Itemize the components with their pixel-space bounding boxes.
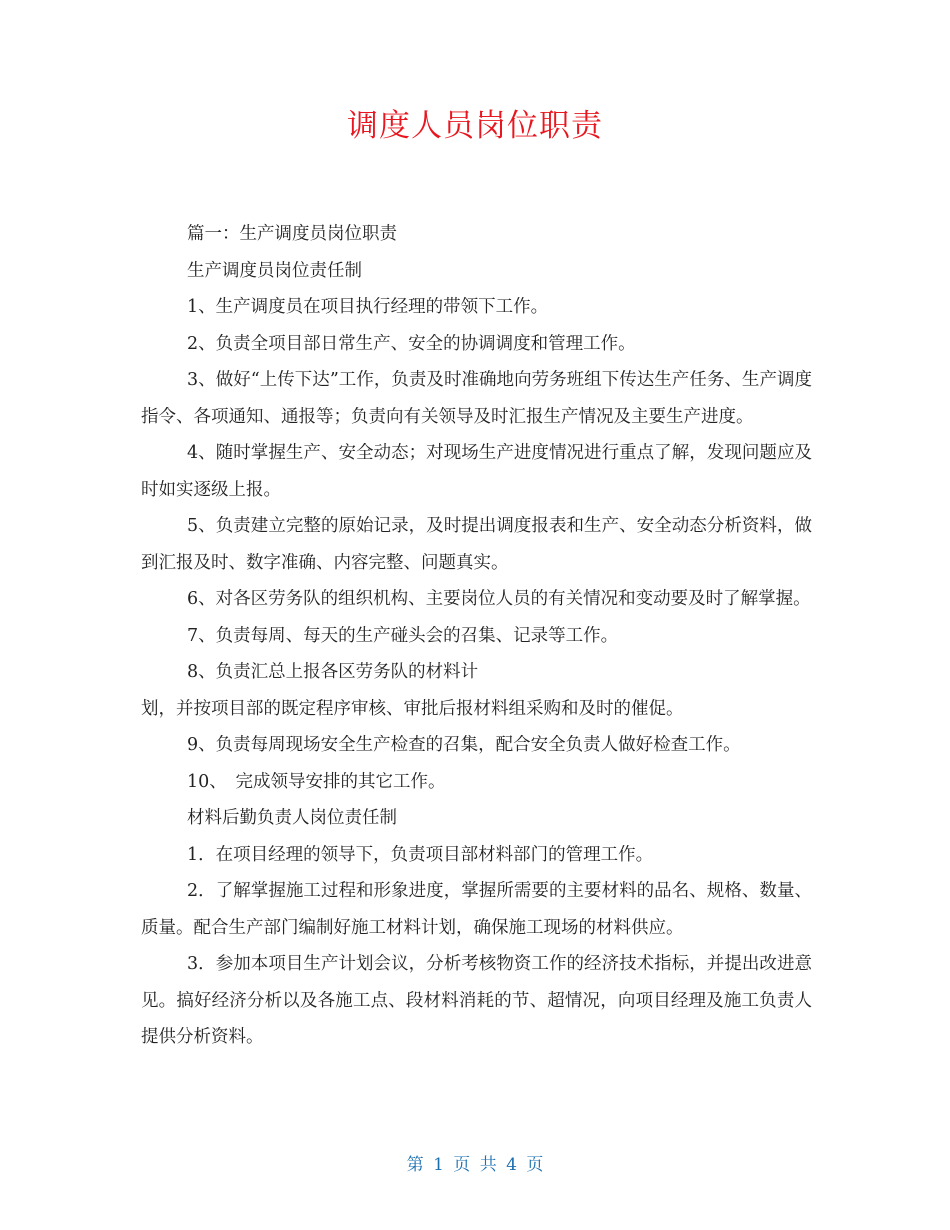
document-body xyxy=(141,216,812,1056)
paragraph: 1、生产调度员在项目执行经理的带领下工作。 xyxy=(187,297,549,317)
paragraph: 5、负责建立完整的原始记录，及时提出调度报表和生产、安全动态分析资料，做到汇报及时、数字准确、内容完整、问题真实。 xyxy=(141,516,812,573)
paragraph: 2、负责全项目部日常生产、安全的协调调度和管理工作。 xyxy=(187,333,636,354)
paragraph: 10、 完成领导安排的其它工作。 xyxy=(187,771,446,792)
paragraph: 4、随时掌握生产、安全动态；对现场生产进度情况进行重点了解，发现问题应及时如实逐级上报。 xyxy=(141,443,812,500)
paragraph: 划，并按项目部的既定程序审核、审批后报材料组采购和及时的催促。 xyxy=(141,698,684,719)
paragraph: 材料后勤负责人岗位责任制 xyxy=(187,808,397,828)
paragraph: 篇一：生产调度员岗位职责 xyxy=(187,224,397,244)
document-title: 调度人员岗位职责 xyxy=(347,108,603,144)
paragraph: 生产调度员岗位责任制 xyxy=(187,260,362,281)
paragraph: 8、负责汇总上报各区劳务队的材料计 xyxy=(187,662,479,682)
paragraph: 1．在项目经理的领导下，负责项目部材料部门的管理工作。 xyxy=(187,844,654,865)
paragraph: 3．参加本项目生产计划会议，分析考核物资工作的经济技术指标，并提出改进意见。搞好经济分析以及各施工点、段材料消耗的节、超情况，向项目经理及施工负责人提供分析资料。 xyxy=(141,954,812,1047)
paragraph: 7、负责每周、每天的生产碰头会的召集、记录等工作。 xyxy=(187,625,619,646)
page-footer: 第 1 页 共 4 页 xyxy=(406,1155,544,1175)
paragraph: 6、对各区劳务队的组织机构、主要岗位人员的有关情况和变动要及时了解掌握。 xyxy=(187,589,811,609)
paragraph: 2．了解掌握施工过程和形象进度，掌握所需要的主要材料的品名、规格、数量、质量。配合生产部门编制好施工材料计划，确保施工现场的材料供应。 xyxy=(141,881,812,938)
paragraph: 3、做好“上传下达”工作，负责及时准确地向劳务班组下传达生产任务、生产调度指令、各项通知、通报等；负责向有关领导及时汇报生产情况及主要生产进度。 xyxy=(141,370,812,427)
paragraph: 9、负责每周现场安全生产检查的召集，配合安全负责人做好检查工作。 xyxy=(187,735,741,755)
